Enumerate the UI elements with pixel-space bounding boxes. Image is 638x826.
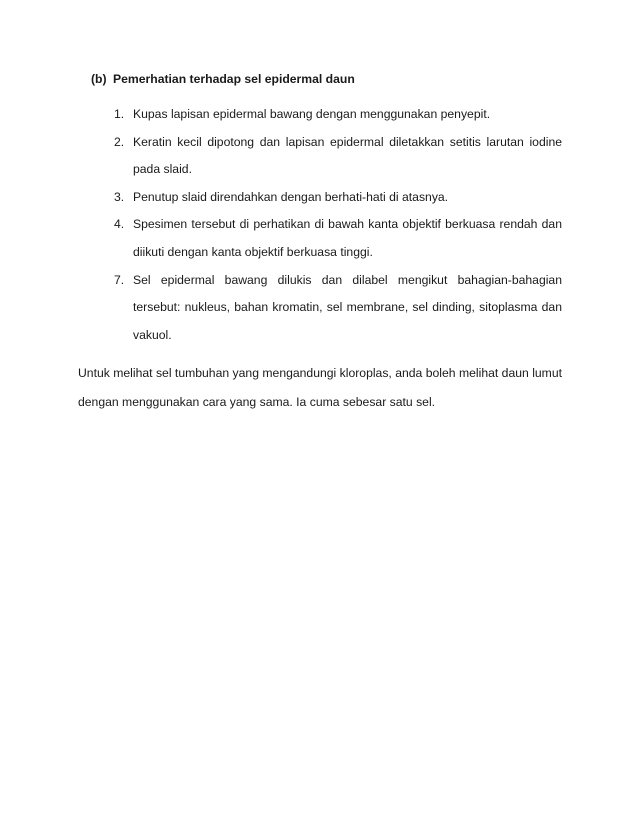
step-number: 4. — [114, 217, 125, 232]
step-number: 2. — [114, 134, 125, 149]
section-title: Pemerhatian terhadap sel epidermal daun — [113, 72, 355, 86]
section-marker: (b) — [91, 72, 107, 86]
procedure-step — [114, 267, 562, 350]
procedure-step — [114, 184, 562, 212]
procedure-steps-list — [114, 101, 562, 349]
step-number: 3. — [114, 189, 125, 204]
procedure-step — [114, 101, 562, 129]
step-text: Spesimen tersebut di perhatikan di bawah kanta objektif berkuasa rendah dan diikuti dengan kanta objektif berkuasa tinggi. — [133, 217, 562, 259]
step-text: Keratin kecil dipotong dan lapisan epidermal diletakkan setitis larutan iodine pada slaid. — [133, 134, 562, 177]
step-text: Penutup slaid direndahkan dengan berhati-hati di atasnya. — [133, 189, 449, 204]
procedure-step — [114, 211, 562, 266]
step-text: Kupas lapisan epidermal bawang dengan menggunakan penyepit. — [133, 107, 491, 121]
step-number: 7. — [114, 272, 125, 287]
procedure-step — [114, 129, 562, 184]
step-text: Sel epidermal bawang dilukis dan dilabel mengikut bahagian-bahagian tersebut: nukleus, bahan kromatin, sel membrane, sel dinding, sitoplasma dan vakuol. — [133, 272, 562, 342]
section-heading — [91, 72, 355, 87]
step-number: 1. — [114, 107, 125, 121]
body-paragraph: Untuk melihat sel tumbuhan yang mengandungi kloroplas, anda boleh melihat daun lumut dengan menggunakan cara yang sama. Ia cuma sebesar satu sel. — [78, 366, 562, 409]
